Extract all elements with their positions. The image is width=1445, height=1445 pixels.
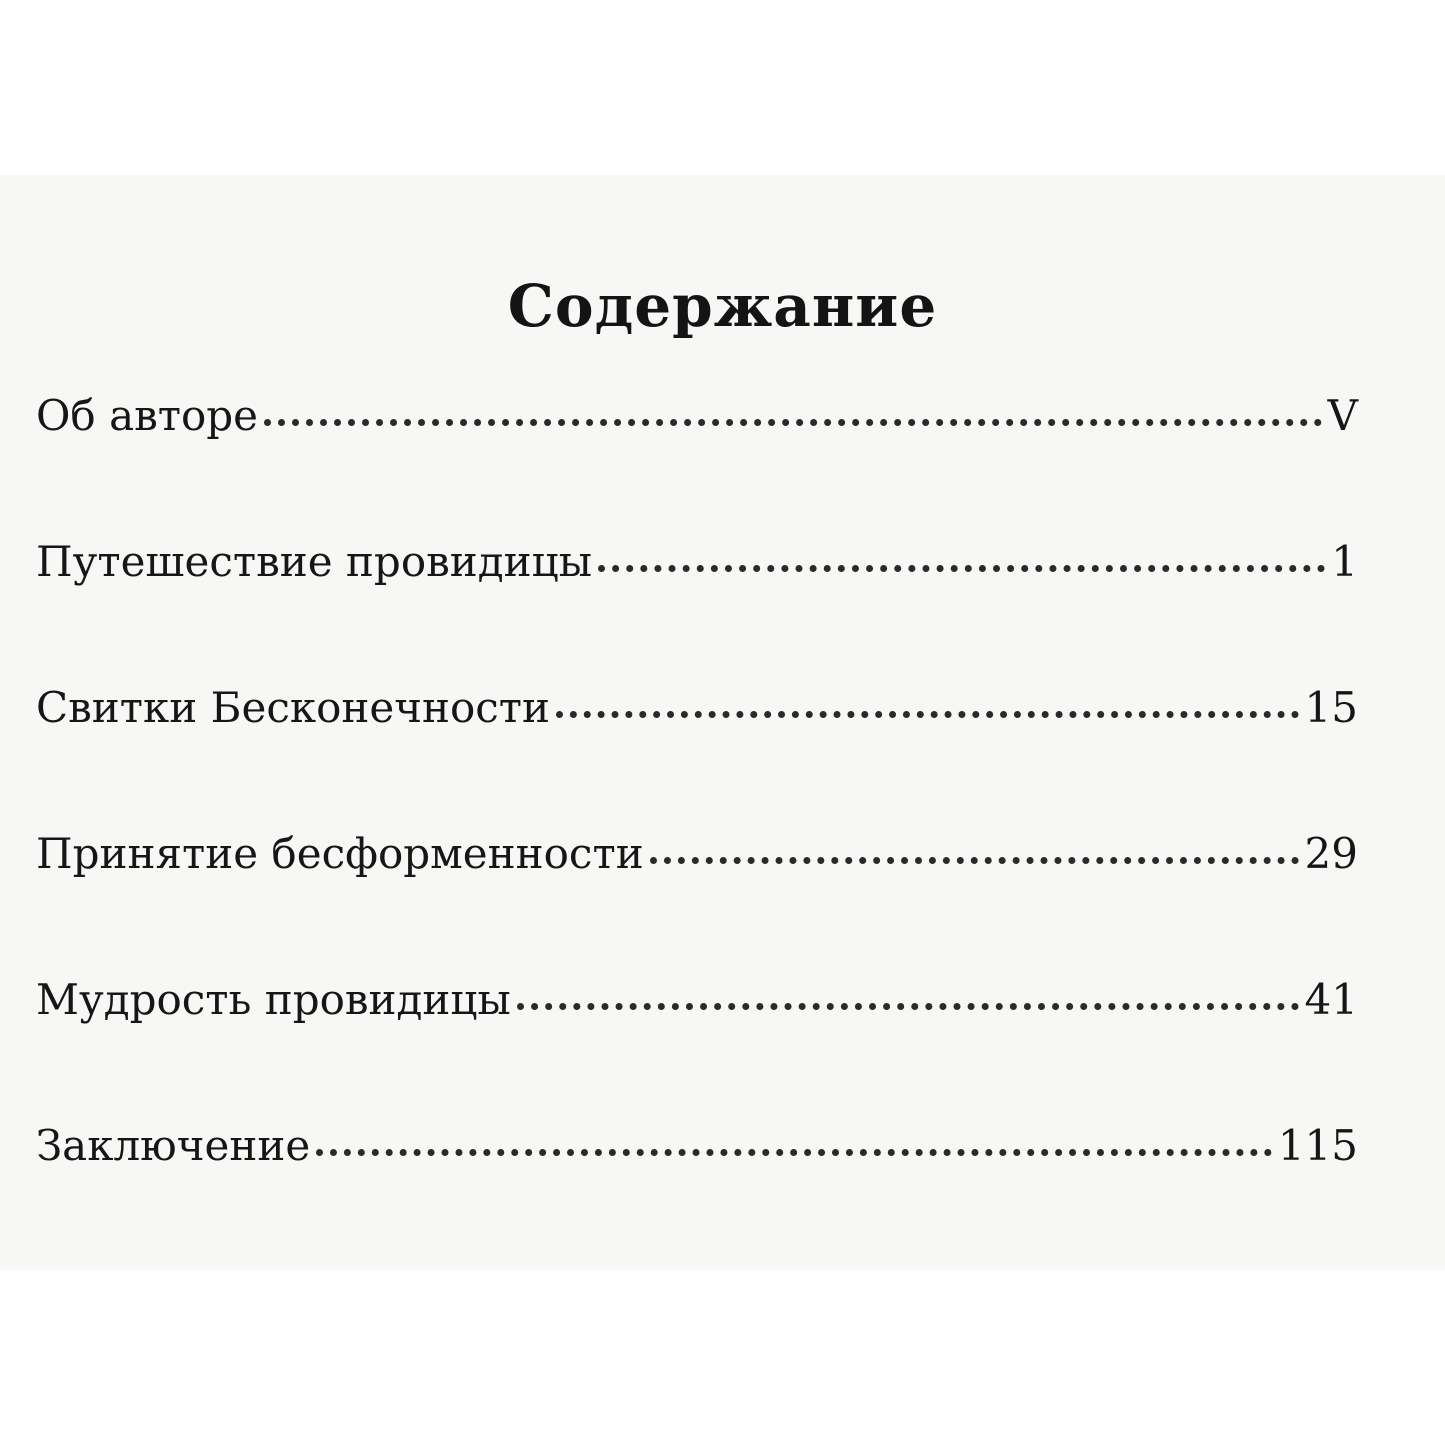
toc-entry-seer-wisdom — [36, 964, 1358, 1110]
toc-entry-seer-journey — [36, 526, 1358, 672]
dot-leader — [598, 545, 1325, 572]
toc-entry-page-number: 29 — [1304, 829, 1358, 878]
table-of-contents — [36, 380, 1358, 1256]
toc-entry-label: Свитки Бесконечности — [36, 683, 551, 732]
dot-leader — [556, 691, 1299, 718]
toc-entry-page-number: 115 — [1277, 1121, 1358, 1170]
toc-entry-page-number: 41 — [1304, 975, 1358, 1024]
toc-entry-label: Принятие бесформенности — [36, 829, 644, 878]
dot-leader — [316, 1129, 1272, 1156]
toc-entry-about-author — [36, 380, 1358, 526]
toc-entry-label: Путешествие провидицы — [36, 537, 593, 586]
toc-entry-label: Заключение — [36, 1121, 311, 1170]
toc-entry-page-number: 15 — [1304, 683, 1358, 732]
dot-leader — [650, 837, 1299, 864]
toc-entry-label: Об авторе — [36, 391, 259, 440]
toc-entry-scrolls-infinity — [36, 672, 1358, 818]
toc-entry-conclusion — [36, 1110, 1358, 1256]
toc-entry-formlessness — [36, 818, 1358, 964]
toc-entry-page-number: V — [1327, 391, 1358, 440]
page-title: Содержание — [507, 271, 938, 340]
toc-entry-page-number: 1 — [1331, 537, 1358, 586]
dot-leader — [264, 399, 1322, 426]
toc-entry-label: Мудрость провидицы — [36, 975, 511, 1024]
dot-leader — [517, 983, 1299, 1010]
